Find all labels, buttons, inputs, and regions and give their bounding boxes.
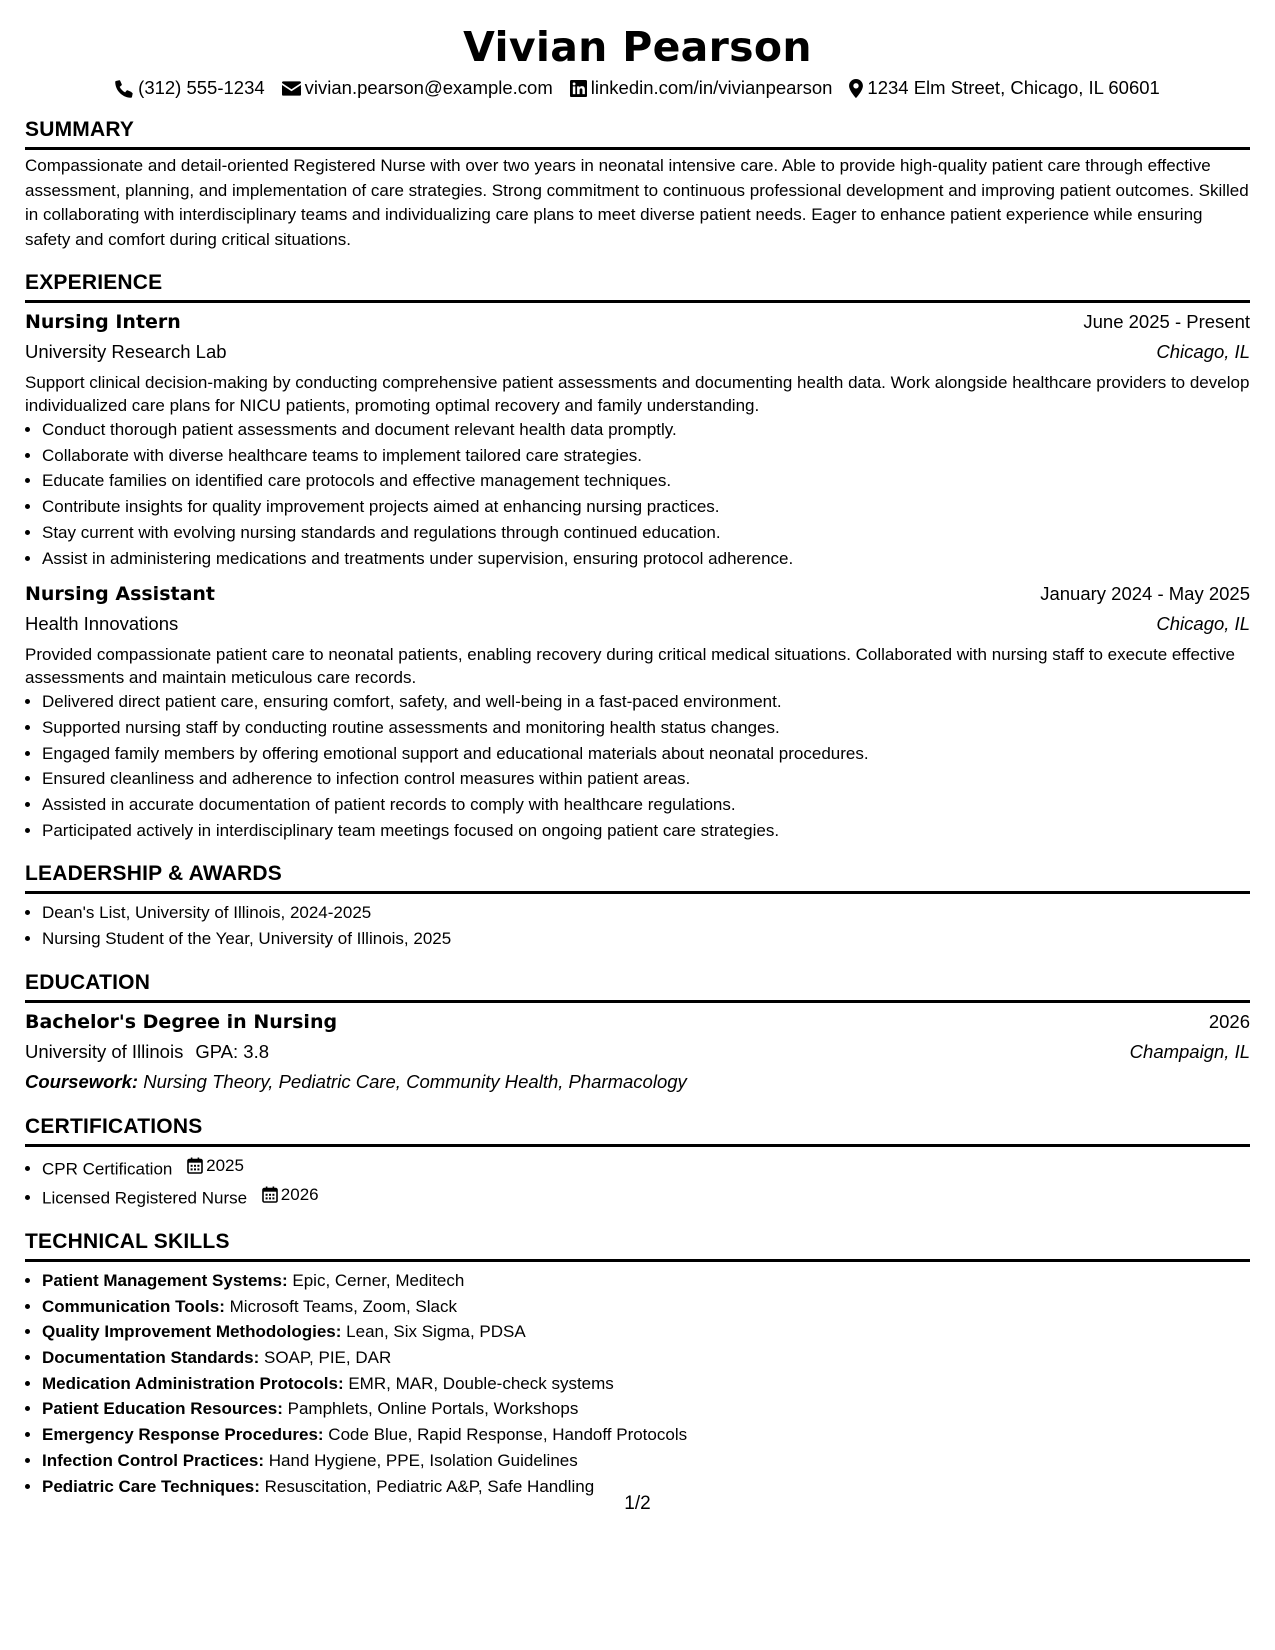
skill-category: Medication Administration Protocols:	[42, 1373, 344, 1393]
skill-category: Quality Improvement Methodologies:	[42, 1322, 342, 1342]
section-title-education: EDUCATION	[25, 970, 1250, 1003]
job-company: Health Innovations	[25, 613, 179, 635]
page-number: 1/2	[624, 1493, 651, 1514]
skill-category: Patient Management Systems:	[42, 1270, 288, 1290]
skill-category: Communication Tools:	[42, 1296, 225, 1316]
degree-title: Bachelor's Degree in Nursing	[25, 1010, 338, 1033]
skills-section	[25, 1229, 1250, 1499]
list-item: • Engaged family members by offering emotional support and educational materials about neonatal procedures.	[42, 741, 1250, 767]
envelope-icon	[282, 81, 301, 96]
section-title-certifications: CERTIFICATIONS	[25, 1114, 1250, 1147]
list-item: • Educate families on identified care protocols and effective management techniques.	[42, 468, 1250, 494]
job-title: Nursing Intern	[25, 311, 181, 333]
certification-year: 2026	[280, 1184, 319, 1204]
calendar-icon	[187, 1157, 203, 1174]
job-dates: January 2024 - May 2025	[1040, 583, 1250, 605]
skill-values: Code Blue, Rapid Response, Handoff Protocols	[328, 1425, 688, 1445]
job-bullets	[25, 689, 1250, 843]
list-item: • Conduct thorough patient assessments and document relevant health data promptly.	[42, 417, 1250, 443]
skill-values: Epic, Cerner, Meditech	[292, 1270, 465, 1290]
list-item: • Collaborate with diverse healthcare teams to implement tailored care strategies.	[42, 443, 1250, 469]
gpa: GPA: 3.8	[195, 1040, 270, 1062]
list-item: • Assist in administering medications and treatments under supervision, ensuring protocol adherence.	[42, 546, 1250, 572]
email-text: vivian.pearson@example.com	[304, 77, 553, 98]
coursework-list: Nursing Theory, Pediatric Care, Community Health, Pharmacology	[143, 1070, 687, 1092]
skill-category: Documentation Standards:	[42, 1348, 260, 1368]
job-bullets	[25, 417, 1250, 571]
list-item	[42, 1268, 1250, 1294]
candidate-name: Vivian Pearson	[463, 23, 812, 71]
skill-category: Patient Education Resources:	[42, 1399, 283, 1419]
job-description: Provided compassionate patient care to neonatal patients, enabling recovery during critical medical situations. Collaborated with nursing staff to execute effective assessments and maintain meticulous care records.	[25, 645, 1235, 688]
list-item: • Assisted in accurate documentation of patient records to comply with healthcare regulations.	[42, 792, 1250, 818]
school-name: University of Illinois	[25, 1040, 184, 1062]
skills-list	[25, 1268, 1250, 1499]
skill-values: Resuscitation, Pediatric A&P, Safe Handling	[264, 1476, 595, 1496]
contact-address	[849, 76, 1159, 100]
graduation-year: 2026	[1208, 1010, 1250, 1032]
job-dates: June 2025 - Present	[1083, 311, 1250, 332]
calendar-icon	[262, 1186, 278, 1203]
skill-category: Pediatric Care Techniques:	[42, 1476, 260, 1496]
awards-list	[25, 900, 1250, 951]
experience-section	[25, 270, 1250, 843]
map-pin-icon	[849, 79, 863, 98]
list-item	[42, 1371, 1250, 1397]
skill-values: Pamphlets, Online Portals, Workshops	[287, 1399, 579, 1419]
skill-values: Microsoft Teams, Zoom, Slack	[229, 1296, 457, 1316]
list-item	[42, 1448, 1250, 1474]
list-item	[42, 1294, 1250, 1320]
certifications-section	[25, 1114, 1250, 1211]
school-location: Champaign, IL	[1129, 1040, 1250, 1062]
list-item	[42, 1345, 1250, 1371]
job-description: Support clinical decision-making by conducting comprehensive patient assessments and documenting health data. Work alongside healthcare providers to develop individualized care plans for NICU patients, promoting optimal recovery and family understanding.	[25, 373, 1250, 415]
skill-values: Lean, Six Sigma, PDSA	[346, 1322, 526, 1342]
job-entry	[25, 579, 1250, 843]
skill-values: Hand Hygiene, PPE, Isolation Guidelines	[268, 1450, 578, 1470]
section-title-experience: EXPERIENCE	[25, 270, 1250, 303]
list-item: • Stay current with evolving nursing standards and regulations through continued education.	[42, 520, 1250, 546]
job-entry	[25, 307, 1250, 571]
certification-name: Licensed Registered Nurse	[42, 1188, 248, 1208]
list-item	[42, 1422, 1250, 1448]
coursework	[25, 1067, 1250, 1096]
certification-year: 2025	[206, 1155, 244, 1175]
contact-email[interactable]	[282, 76, 553, 100]
linkedin-text: linkedin.com/in/vivianpearson	[590, 77, 833, 98]
leadership-section	[25, 861, 1250, 951]
section-title-leadership: LEADERSHIP & AWARDS	[25, 861, 1250, 894]
list-item: • Contribute insights for quality improvement projects aimed at enhancing nursing practices.	[42, 494, 1250, 520]
list-item	[42, 1182, 1250, 1211]
list-item: • Nursing Student of the Year, University of Illinois, 2025	[42, 926, 1250, 952]
coursework-label: Coursework:	[25, 1070, 139, 1092]
certifications-list	[25, 1153, 1250, 1211]
list-item	[42, 1396, 1250, 1422]
list-item: • Dean's List, University of Illinois, 2024-2025	[42, 900, 1250, 926]
list-item	[42, 1153, 1250, 1182]
skill-values: SOAP, PIE, DAR	[263, 1348, 392, 1368]
address-text: 1234 Elm Street, Chicago, IL 60601	[867, 77, 1160, 98]
job-company: University Research Lab	[25, 341, 227, 362]
education-section	[25, 970, 1250, 1096]
certification-name: CPR Certification	[42, 1159, 173, 1179]
skill-category: Emergency Response Procedures:	[42, 1425, 324, 1445]
summary-text: Compassionate and detail-oriented Registered Nurse with over two years in neonatal intensive care. Able to provide high-quality patient care through effective assessment, planning, and implementation of care strategies. Strong commitment to continuous professional development and improving patient outcomes. Skilled in collaborating with interdisciplinary teams and individualizing care plans to meet diverse patient needs. Eager to enhance patient experience while ensuring safety and comfort during critical situations.	[25, 156, 1249, 249]
section-title-skills: TECHNICAL SKILLS	[25, 1229, 1250, 1262]
phone-text: (312) 555-1234	[138, 77, 265, 98]
contact-bar	[25, 76, 1250, 100]
list-item: • Participated actively in interdisciplinary team meetings focused on ongoing patient care strategies.	[42, 818, 1250, 844]
skill-category: Infection Control Practices:	[42, 1450, 264, 1470]
list-item	[42, 1319, 1250, 1345]
phone-icon	[115, 79, 134, 98]
contact-linkedin[interactable]	[570, 76, 833, 100]
summary-section	[25, 117, 1250, 252]
job-location: Chicago, IL	[1156, 613, 1250, 635]
list-item: • Supported nursing staff by conducting routine assessments and monitoring health status changes.	[42, 715, 1250, 741]
job-title: Nursing Assistant	[25, 583, 216, 606]
list-item: • Ensured cleanliness and adherence to infection control measures within patient areas.	[42, 766, 1250, 792]
skill-values: EMR, MAR, Double-check systems	[348, 1373, 614, 1393]
list-item: • Delivered direct patient care, ensuring comfort, safety, and well-being in a fast-paced environment.	[42, 689, 1250, 715]
resume-page	[25, 18, 1250, 1499]
linkedin-icon	[570, 80, 587, 97]
contact-phone[interactable]	[115, 76, 265, 100]
job-location: Chicago, IL	[1156, 341, 1250, 362]
section-title-summary: SUMMARY	[25, 117, 1250, 150]
